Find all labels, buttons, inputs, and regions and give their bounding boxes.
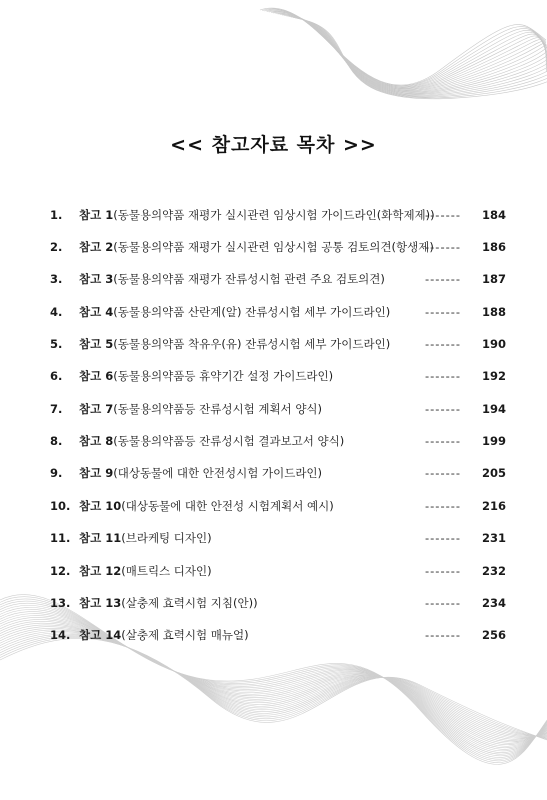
entry-description: (동물용의약품 재평가 실시관련 임상시험 가이드라인(화학제제)) [113, 208, 435, 222]
wave-line [293, 18, 547, 95]
toc-entry-2[interactable] [0, 237, 547, 257]
wave-line [262, 9, 546, 86]
toc-entry-14[interactable] [0, 625, 547, 645]
entry-page: 199 [482, 434, 507, 448]
entry-leader: ------- [425, 208, 462, 222]
entry-number: 5. [50, 337, 63, 351]
wave-line [0, 638, 547, 740]
entry-number: 4. [50, 305, 63, 319]
entry-page: 188 [482, 305, 507, 319]
entry-page: 184 [482, 208, 507, 222]
entry-label [79, 237, 434, 257]
entry-ref: 참고 11 [79, 531, 122, 545]
entry-page: 192 [482, 369, 507, 383]
entry-number: 12. [50, 564, 71, 578]
entry-label [79, 561, 212, 581]
entry-page: 231 [482, 531, 507, 545]
entry-ref: 참고 14 [79, 628, 122, 642]
toc-entry-11[interactable] [0, 528, 547, 548]
entry-description: (동물용의약품 착유우(유) 잔류성시험 세부 가이드라인) [113, 337, 391, 351]
wave-line [297, 19, 547, 96]
entry-leader: ------- [425, 434, 462, 448]
entry-leader: ------- [425, 305, 462, 319]
entry-label [79, 431, 344, 451]
entry-number: 2. [50, 240, 63, 254]
toc-entry-8[interactable] [0, 431, 547, 451]
entry-ref: 참고 5 [79, 337, 114, 351]
entry-leader: ------- [425, 272, 462, 286]
entry-ref: 참고 9 [79, 466, 114, 480]
entry-description: (동물용의약품등 잔류성시험 결과보고서 양식) [113, 434, 345, 448]
entry-ref: 참고 12 [79, 564, 122, 578]
entry-leader: ------- [425, 628, 462, 642]
entry-description: (대상동물에 대한 안전성 시험계획서 예시) [121, 499, 334, 513]
entry-leader: ------- [425, 240, 462, 254]
entry-page: 234 [482, 596, 507, 610]
entry-leader: ------- [425, 337, 462, 351]
entry-page: 205 [482, 466, 507, 480]
entry-page: 232 [482, 564, 507, 578]
entry-label [79, 463, 322, 483]
entry-label [79, 625, 249, 645]
wave-line [284, 15, 546, 91]
wave-line [0, 637, 547, 739]
entry-number: 9. [50, 466, 63, 480]
entry-page: 216 [482, 499, 507, 513]
toc-entry-1[interactable] [0, 205, 547, 225]
toc-entry-3[interactable] [0, 269, 547, 289]
entry-description: (동물용의약품등 휴약기간 설정 가이드라인) [113, 369, 334, 383]
entry-description: (동물용의약품 재평가 잔류성시험 관련 주요 검토의견) [113, 272, 385, 286]
entry-label [79, 334, 390, 354]
wave-line [0, 634, 547, 737]
wave-line [280, 14, 546, 90]
wave-line [306, 21, 547, 99]
entry-page: 186 [482, 240, 507, 254]
entry-description: (대상동물에 대한 안전성시험 가이드라인) [113, 466, 323, 480]
wave-line [0, 630, 547, 737]
wave-line [291, 17, 547, 93]
toc-entry-4[interactable] [0, 302, 547, 322]
entry-page: 190 [482, 337, 507, 351]
wave-line [304, 20, 547, 98]
entry-number: 13. [50, 596, 71, 610]
entry-leader: ------- [425, 369, 462, 383]
wave-line [278, 14, 546, 90]
wave-line [286, 16, 547, 92]
wave-line [0, 635, 547, 737]
toc-entry-10[interactable] [0, 496, 547, 516]
entry-ref: 참고 2 [79, 240, 114, 254]
entry-label [79, 205, 435, 225]
entry-number: 7. [50, 402, 63, 416]
entry-ref: 참고 1 [79, 208, 114, 222]
entry-label [79, 302, 390, 322]
wave-line [269, 11, 546, 87]
entry-page: 187 [482, 272, 507, 286]
page-title: << 참고자료 목차 >> [170, 134, 377, 156]
wave-line [0, 631, 547, 736]
entry-ref: 참고 13 [79, 596, 122, 610]
entry-leader: ------- [425, 531, 462, 545]
wave-line [300, 19, 547, 96]
wave-line [0, 594, 547, 764]
entry-description: (동물용의약품 재평가 실시관련 임상시험 공통 검토의견(항생제) [113, 240, 434, 254]
entry-description: (브라케팅 디자인) [121, 531, 212, 545]
wave-line [264, 10, 546, 87]
toc-entry-5[interactable] [0, 334, 547, 354]
wave-line [302, 20, 547, 98]
entry-label [79, 593, 258, 613]
entry-label [79, 366, 333, 386]
wave-line [273, 12, 546, 88]
wave-line [275, 13, 546, 89]
entry-number: 1. [50, 208, 63, 222]
entry-leader: ------- [425, 499, 462, 513]
wave-line [289, 17, 547, 93]
entry-description: (동물용의약품등 잔류성시험 계획서 양식) [113, 402, 323, 416]
entry-leader: ------- [425, 402, 462, 416]
entry-number: 3. [50, 272, 63, 286]
entry-ref: 참고 7 [79, 402, 114, 416]
toc-entry-13[interactable] [0, 593, 547, 613]
entry-number: 6. [50, 369, 63, 383]
entry-label [79, 399, 322, 419]
wave-line [0, 597, 547, 763]
toc-entry-7[interactable] [0, 399, 547, 419]
wave-line [0, 599, 547, 761]
entry-description: (동물용의약품 산란계(알) 잔류성시험 세부 가이드라인) [113, 305, 391, 319]
toc-entry-6[interactable] [0, 366, 547, 386]
entry-description: (매트릭스 디자인) [121, 564, 212, 578]
wave-line [267, 10, 546, 86]
entry-description: (살충제 효력시험 매뉴얼) [121, 628, 249, 642]
entry-ref: 참고 4 [79, 305, 114, 319]
entry-ref: 참고 6 [79, 369, 114, 383]
entry-number: 10. [50, 499, 71, 513]
entry-leader: ------- [425, 596, 462, 610]
entry-ref: 참고 10 [79, 499, 122, 513]
wave-line [260, 8, 546, 85]
entry-label [79, 528, 212, 548]
entry-number: 8. [50, 434, 63, 448]
wave-line [0, 636, 547, 738]
entry-ref: 참고 8 [79, 434, 114, 448]
entry-ref: 참고 3 [79, 272, 114, 286]
entry-leader: ------- [425, 564, 462, 578]
entry-description: (살충제 효력시험 지침(안)) [121, 596, 258, 610]
toc-entry-9[interactable] [0, 463, 547, 483]
entry-label [79, 496, 334, 516]
wave-line [295, 18, 547, 95]
wave-line [0, 633, 547, 736]
wave-line [282, 15, 546, 91]
entry-number: 11. [50, 531, 71, 545]
entry-leader: ------- [425, 466, 462, 480]
decorative-wave-top [250, 0, 547, 130]
toc-entry-12[interactable] [0, 561, 547, 581]
entry-page: 256 [482, 628, 507, 642]
entry-number: 14. [50, 628, 71, 642]
entry-label [79, 269, 385, 289]
wave-line [271, 12, 546, 88]
entry-page: 194 [482, 402, 507, 416]
